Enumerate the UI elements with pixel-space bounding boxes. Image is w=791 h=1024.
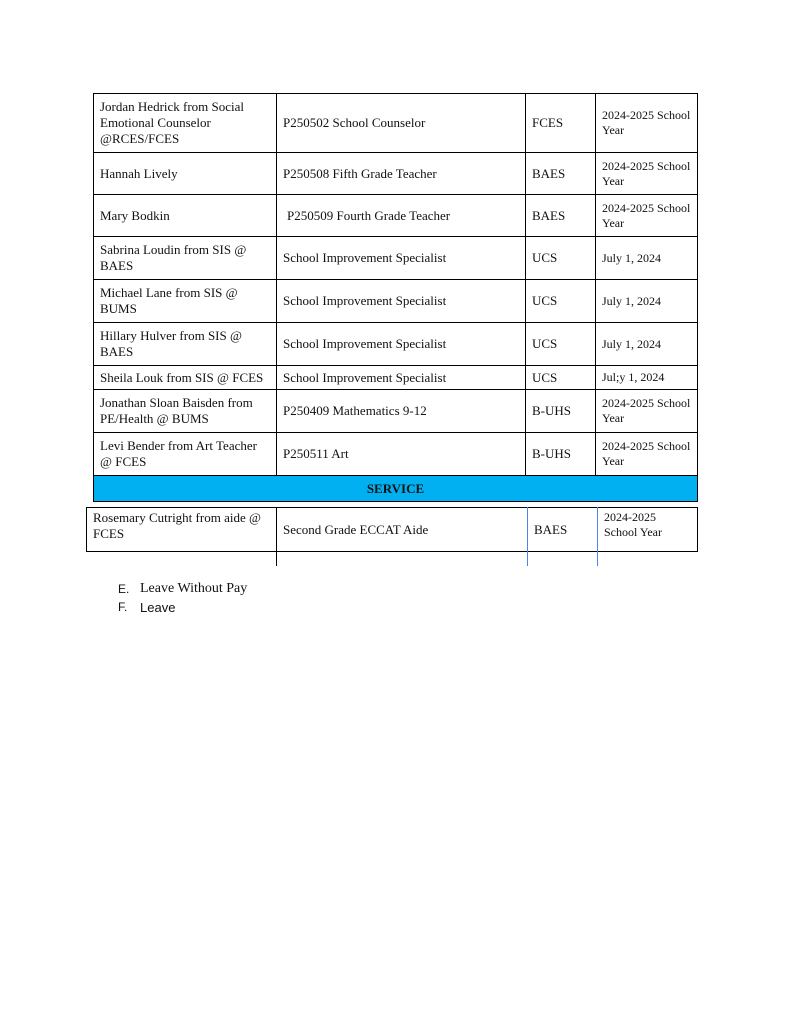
list-item-letter: F.: [118, 600, 128, 614]
location-cell: BAES: [526, 153, 596, 195]
employee-name-cell: Rosemary Cutright from aide @ FCES: [87, 508, 277, 552]
table-border-stub: [527, 551, 528, 566]
personnel-table: [93, 93, 698, 502]
effective-date-cell: 2024-2025 School Year: [596, 94, 698, 153]
table-row: [94, 153, 698, 195]
employee-name-cell: Sheila Louk from SIS @ FCES: [94, 366, 277, 390]
section-list: [118, 580, 247, 616]
effective-date-cell: July 1, 2024: [596, 280, 698, 323]
location-cell: B-UHS: [526, 433, 596, 476]
effective-date-cell: July 1, 2024: [596, 323, 698, 366]
position-cell: School Improvement Specialist: [277, 237, 526, 280]
effective-date-cell: Jul;y 1, 2024: [596, 366, 698, 390]
location-cell: UCS: [526, 280, 596, 323]
position-cell: Second Grade ECCAT Aide: [277, 508, 528, 552]
table-border-stub: [276, 551, 277, 566]
effective-date-cell: 2024-2025 School Year: [596, 390, 698, 433]
employee-name-cell: Jonathan Sloan Baisden from PE/Health @ BUMS: [94, 390, 277, 433]
effective-date-cell: July 1, 2024: [596, 237, 698, 280]
position-cell: School Improvement Specialist: [277, 280, 526, 323]
table-row: [94, 280, 698, 323]
effective-date-cell: 2024-2025 School Year: [598, 508, 698, 552]
service-table: [86, 507, 698, 552]
location-cell: UCS: [526, 237, 596, 280]
position-cell: P250508 Fifth Grade Teacher: [277, 153, 526, 195]
location-cell: BAES: [526, 195, 596, 237]
location-cell: UCS: [526, 323, 596, 366]
employee-name-cell: Hannah Lively: [94, 153, 277, 195]
location-cell: FCES: [526, 94, 596, 153]
list-item: [118, 598, 247, 616]
section-label: SERVICE: [94, 476, 698, 502]
position-cell: P250511 Art: [277, 433, 526, 476]
location-cell: UCS: [526, 366, 596, 390]
list-item-text: Leave Without Pay: [140, 581, 248, 596]
employee-name-cell: Michael Lane from SIS @ BUMS: [94, 280, 277, 323]
effective-date-cell: 2024-2025 School Year: [596, 433, 698, 476]
employee-name-cell: Mary Bodkin: [94, 195, 277, 237]
table-row: [94, 433, 698, 476]
position-cell: P250502 School Counselor: [277, 94, 526, 153]
list-item: [118, 580, 247, 598]
location-cell: BAES: [528, 508, 598, 552]
section-header-row: [94, 476, 698, 502]
employee-name-cell: Hillary Hulver from SIS @ BAES: [94, 323, 277, 366]
table-row: [94, 366, 698, 390]
table-row: [94, 237, 698, 280]
position-cell: P250509 Fourth Grade Teacher: [277, 195, 526, 237]
table-border-stub: [597, 551, 598, 566]
employee-name-cell: Jordan Hedrick from Social Emotional Counselor @RCES/FCES: [94, 94, 277, 153]
location-cell: B-UHS: [526, 390, 596, 433]
effective-date-cell: 2024-2025 School Year: [596, 153, 698, 195]
position-cell: School Improvement Specialist: [277, 323, 526, 366]
table-row: [94, 195, 698, 237]
table-row: [94, 390, 698, 433]
employee-name-cell: Sabrina Loudin from SIS @ BAES: [94, 237, 277, 280]
table-row: [87, 508, 698, 552]
list-item-letter: E.: [118, 582, 130, 596]
position-cell: School Improvement Specialist: [277, 366, 526, 390]
position-cell: P250409 Mathematics 9-12: [277, 390, 526, 433]
table-row: [94, 94, 698, 153]
employee-name-cell: Levi Bender from Art Teacher @ FCES: [94, 433, 277, 476]
effective-date-cell: 2024-2025 School Year: [596, 195, 698, 237]
list-item-text: Leave: [140, 599, 176, 615]
table-row: [94, 323, 698, 366]
